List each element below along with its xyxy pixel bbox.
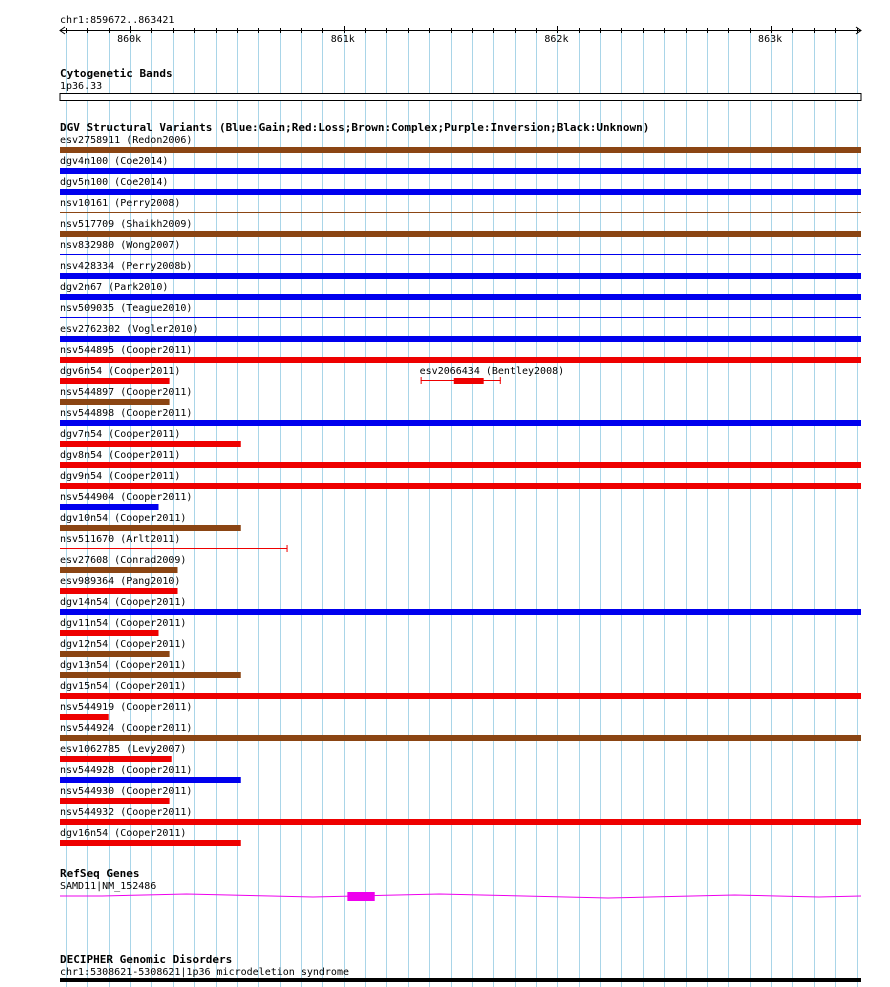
dgv-variant-label[interactable]: nsv509035 (Teague2010) xyxy=(60,303,193,314)
dgv-variant-line xyxy=(60,212,861,213)
ruler-tick-label: 861k xyxy=(330,34,355,45)
decipher-feature-bar xyxy=(60,978,861,982)
dgv-variant-bar xyxy=(60,378,170,384)
dgv-variant-label[interactable]: nsv544895 (Cooper2011) xyxy=(60,345,193,356)
dgv-variant-label[interactable]: nsv428334 (Perry2008b) xyxy=(60,261,193,272)
dgv-track-title[interactable]: DGV Structural Variants (Blue:Gain;Red:Loss;Brown:Complex;Purple:Inversion;Black:Unknown) xyxy=(60,121,650,134)
dgv-variant-bar xyxy=(60,630,158,636)
cytogenetic-band xyxy=(60,94,861,101)
dgv-variant-bar xyxy=(60,840,241,846)
dgv-variant-label[interactable]: esv989364 (Pang2010) xyxy=(60,576,181,587)
dgv-variant-end-cap xyxy=(287,545,288,552)
dgv-variant-label[interactable]: dgv4n100 (Coe2014) xyxy=(60,156,169,167)
dgv-variant-bar xyxy=(60,483,861,489)
refseq-gene-label[interactable]: SAMD11|NM_152486 xyxy=(60,881,157,892)
dgv-variant-label[interactable]: nsv511670 (Arlt2011) xyxy=(60,534,181,545)
dgv-variant-bar xyxy=(60,588,178,594)
dgv-variant-bar xyxy=(60,168,861,174)
dgv-variant-bar xyxy=(60,147,861,153)
dgv-variant-label[interactable]: dgv2n67 (Park2010) xyxy=(60,282,169,293)
dgv-variant-label[interactable]: nsv544924 (Cooper2011) xyxy=(60,723,193,734)
dgv-variant-bar xyxy=(60,441,241,447)
dgv-variant-label[interactable]: esv2066434 (Bentley2008) xyxy=(419,366,565,377)
dgv-variant-bar xyxy=(60,231,861,237)
dgv-variant-bar xyxy=(60,273,861,279)
dgv-variant-bar xyxy=(60,189,861,195)
refseq-gene-intron xyxy=(60,894,861,898)
refseq-track-title[interactable]: RefSeq Genes xyxy=(60,867,140,880)
dgv-variant-label[interactable]: esv2758911 (Redon2006) xyxy=(60,135,193,146)
dgv-variant-end-cap xyxy=(421,377,422,384)
dgv-variant-label[interactable]: nsv544928 (Cooper2011) xyxy=(60,765,193,776)
ruler-tick-label: 862k xyxy=(544,34,569,45)
cytogenetic-band-label[interactable]: 1p36.33 xyxy=(60,81,103,92)
dgv-variant-label[interactable]: dgv6n54 (Cooper2011) xyxy=(60,366,181,377)
dgv-variant-label[interactable]: dgv13n54 (Cooper2011) xyxy=(60,660,187,671)
dgv-variant-bar xyxy=(454,378,484,384)
dgv-variant-bar xyxy=(60,462,861,468)
dgv-variant-label[interactable]: nsv517709 (Shaikh2009) xyxy=(60,219,193,230)
dgv-variant-bar xyxy=(60,504,158,510)
ruler-tick-label: 863k xyxy=(758,34,783,45)
dgv-variant-bar xyxy=(60,609,861,615)
dgv-variant-label[interactable]: dgv8n54 (Cooper2011) xyxy=(60,450,181,461)
dgv-variant-label[interactable]: dgv11n54 (Cooper2011) xyxy=(60,618,187,629)
ruler-tick-label: 860k xyxy=(117,34,142,45)
dgv-variant-bar xyxy=(60,336,861,342)
dgv-variant-label[interactable]: dgv10n54 (Cooper2011) xyxy=(60,513,187,524)
dgv-variant-label[interactable]: nsv544930 (Cooper2011) xyxy=(60,786,193,797)
dgv-variant-bar xyxy=(60,819,861,825)
dgv-variant-bar xyxy=(60,777,241,783)
dgv-variant-label[interactable]: esv27608 (Conrad2009) xyxy=(60,555,187,566)
decipher-track-title[interactable]: DECIPHER Genomic Disorders xyxy=(60,953,233,966)
dgv-variant-label[interactable]: nsv544932 (Cooper2011) xyxy=(60,807,193,818)
dgv-variant-line xyxy=(60,317,861,318)
dgv-variant-bar xyxy=(60,756,172,762)
dgv-variant-bar xyxy=(60,651,170,657)
dgv-variant-label[interactable]: nsv544898 (Cooper2011) xyxy=(60,408,193,419)
dgv-variant-label[interactable]: dgv7n54 (Cooper2011) xyxy=(60,429,181,440)
dgv-variant-label[interactable]: dgv14n54 (Cooper2011) xyxy=(60,597,187,608)
refseq-gene-exon xyxy=(347,892,374,901)
dgv-variant-label[interactable]: dgv16n54 (Cooper2011) xyxy=(60,828,187,839)
dgv-variant-line xyxy=(60,548,288,549)
dgv-variant-bar xyxy=(60,399,170,405)
ruler-position-label: chr1:859672..863421 xyxy=(60,15,175,26)
dgv-variant-line xyxy=(60,254,861,255)
dgv-variant-label[interactable]: nsv832980 (Wong2007) xyxy=(60,240,181,251)
dgv-variant-label[interactable]: dgv5n100 (Coe2014) xyxy=(60,177,169,188)
dgv-variant-label[interactable]: nsv544897 (Cooper2011) xyxy=(60,387,193,398)
dgv-variant-label[interactable]: dgv12n54 (Cooper2011) xyxy=(60,639,187,650)
dgv-variant-label[interactable]: dgv9n54 (Cooper2011) xyxy=(60,471,181,482)
dgv-variant-label[interactable]: esv2762302 (Vogler2010) xyxy=(60,324,199,335)
dgv-variant-bar xyxy=(60,525,241,531)
dgv-variant-bar xyxy=(60,714,109,720)
dgv-variant-label[interactable]: esv1062785 (Levy2007) xyxy=(60,744,187,755)
dgv-variant-label[interactable]: dgv15n54 (Cooper2011) xyxy=(60,681,187,692)
cytogenetic-track-title[interactable]: Cytogenetic Bands xyxy=(60,67,173,80)
dgv-variant-bar xyxy=(60,735,861,741)
dgv-variant-bar xyxy=(60,672,241,678)
dgv-variant-label[interactable]: nsv544919 (Cooper2011) xyxy=(60,702,193,713)
dgv-variant-bar xyxy=(60,567,178,573)
dgv-variant-label[interactable]: nsv544904 (Cooper2011) xyxy=(60,492,193,503)
dgv-variant-bar xyxy=(60,693,861,699)
dgv-variant-bar xyxy=(60,294,861,300)
dgv-variant-bar xyxy=(60,420,861,426)
decipher-feature-label[interactable]: chr1:5308621-5308621|1p36 microdeletion syndrome xyxy=(60,967,349,978)
dgv-variant-label[interactable]: nsv10161 (Perry2008) xyxy=(60,198,181,209)
dgv-variant-end-cap xyxy=(500,377,501,384)
dgv-variant-bar xyxy=(60,798,170,804)
dgv-variant-bar xyxy=(60,357,861,363)
